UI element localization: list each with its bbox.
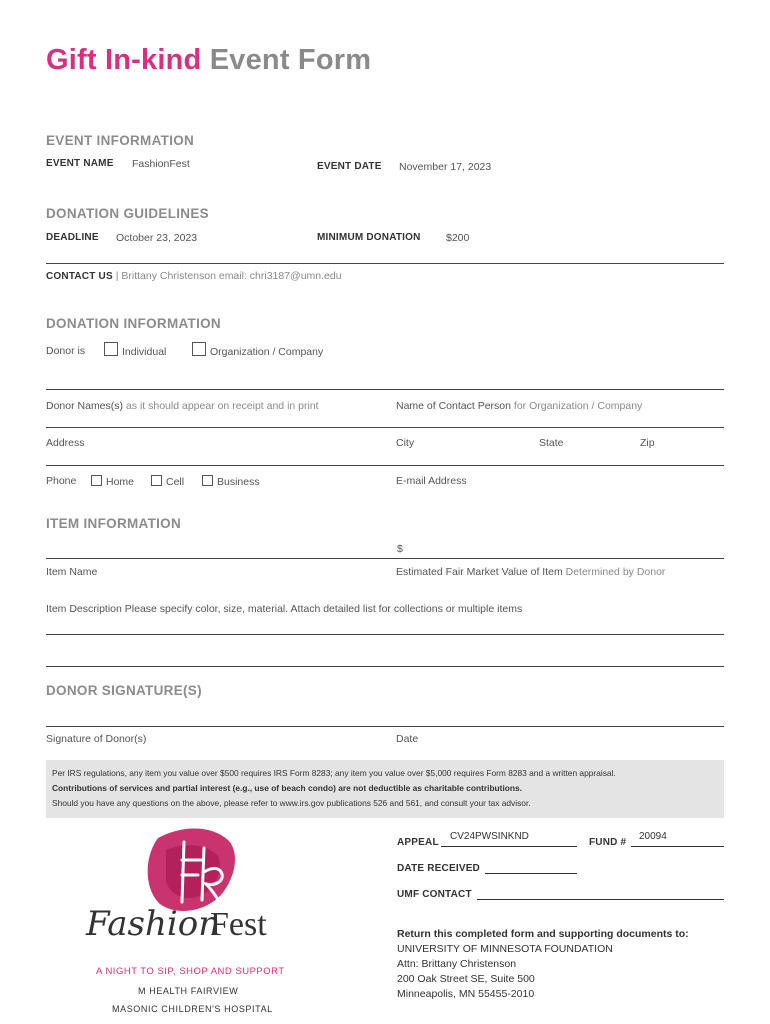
home-label: Home (106, 476, 135, 488)
deadline-label: DEADLINE (46, 232, 99, 243)
fund-value: 20094 (639, 831, 667, 842)
donation-guidelines-heading: DONATION GUIDELINES (46, 206, 209, 221)
logo-bold-text: Fest (210, 906, 267, 943)
contact-separator: | (115, 270, 119, 282)
fashionfest-logo (80, 820, 300, 1020)
business-option[interactable] (202, 475, 260, 488)
event-information-heading: EVENT INFORMATION (46, 133, 195, 148)
appeal-label: APPEAL (397, 837, 439, 848)
notice-line-3: Should you have any questions on the above, please refer to www.irs.gov publications 526 and 561, and consult your tax advisor. (52, 798, 531, 808)
business-checkbox[interactable] (202, 475, 213, 486)
title-part-1: Gift In-kind (46, 44, 202, 76)
dollar-sign: $ (397, 543, 403, 555)
item-description-label (46, 603, 522, 615)
logo-tagline: A NIGHT TO SIP, SHOP AND SUPPORT (96, 966, 285, 977)
irs-notice (46, 760, 724, 818)
date-label: Date (396, 733, 419, 745)
divider (46, 263, 724, 264)
fair-value-text: Estimated Fair Market Value of Item (396, 566, 563, 578)
individual-checkbox[interactable] (104, 342, 118, 356)
address-label: Address (46, 437, 85, 449)
return-street: 200 Oak Street SE, Suite 500 (397, 973, 535, 985)
cell-option[interactable] (151, 475, 184, 488)
return-attn: Attn: Brittany Christenson (397, 958, 517, 970)
description-text: Item Description (46, 603, 122, 615)
appeal-value: CV24PWSINKND (450, 831, 529, 842)
umf-contact-line[interactable] (477, 899, 724, 900)
date-received-label: DATE RECEIVED (397, 863, 480, 874)
title-part-2: Event Form (209, 44, 372, 76)
state-label: State (539, 437, 564, 449)
notice-line-2: Contributions of services and partial interest (e.g., use of beach condo) are not deductible as charitable contributions. (52, 783, 523, 793)
phone-input[interactable] (46, 465, 724, 466)
return-address (397, 927, 689, 1002)
event-name-label: EVENT NAME (46, 158, 114, 169)
contact-us-label: CONTACT US (46, 271, 113, 282)
signature-label: Signature of Donor(s) (46, 733, 147, 745)
return-heading: Return this completed form and supporting documents to: (397, 928, 689, 940)
cell-checkbox[interactable] (151, 475, 162, 486)
donor-names-label (46, 400, 319, 412)
donor-name-input[interactable] (46, 389, 724, 390)
contact-us-line (46, 270, 342, 282)
notice-line-1: Per IRS regulations, any item you value over $500 requires IRS Form 8283; any item you value over $5,000 requires Form 8283 and a written appraisal. (52, 768, 616, 778)
cell-label: Cell (166, 476, 185, 488)
donor-signature-heading: DONOR SIGNATURE(S) (46, 683, 202, 698)
description-line-1[interactable] (46, 634, 724, 635)
fund-line[interactable] (631, 846, 724, 847)
umf-contact-label: UMF CONTACT (397, 889, 472, 900)
signature-input[interactable] (46, 726, 724, 727)
return-org: UNIVERSITY OF MINNESOTA FOUNDATION (397, 943, 613, 955)
individual-option[interactable] (104, 342, 166, 358)
contact-person-hint: for Organization / Company (513, 400, 643, 412)
minimum-donation-value: $200 (446, 232, 470, 244)
contact-person-text: Name of Contact Person (396, 400, 511, 412)
fair-value-hint: Determined by Donor (565, 566, 666, 578)
logo-line-2: M HEALTH FAIRVIEW (138, 986, 239, 996)
event-date-label: EVENT DATE (317, 161, 382, 172)
minimum-donation-label: MINIMUM DONATION (317, 232, 421, 243)
logo-script-text: Fashion (86, 904, 221, 944)
date-received-line[interactable] (485, 873, 577, 874)
description-hint: Please specify color, size, material. Attach detailed list for collections or multiple items (124, 603, 523, 615)
organization-label: Organization / Company (210, 346, 324, 358)
fair-value-label (396, 566, 665, 578)
individual-label: Individual (122, 346, 167, 358)
contact-us-value: Brittany Christenson email: chri3187@umn.edu (121, 270, 342, 282)
item-name-input[interactable] (46, 558, 724, 559)
zip-label: Zip (640, 437, 655, 449)
item-information-heading: ITEM INFORMATION (46, 516, 182, 531)
address-input[interactable] (46, 427, 724, 428)
email-label: E-mail Address (396, 475, 467, 487)
phone-label: Phone (46, 475, 77, 487)
page-title (46, 44, 371, 77)
organization-checkbox[interactable] (192, 342, 206, 356)
return-city: Minneapolis, MN 55455-2010 (397, 988, 535, 1000)
description-line-2[interactable] (46, 666, 724, 667)
appeal-line[interactable] (441, 846, 577, 847)
fund-label: FUND # (589, 837, 627, 848)
event-date-value: November 17, 2023 (399, 161, 492, 173)
home-checkbox[interactable] (91, 475, 102, 486)
home-option[interactable] (91, 475, 134, 488)
donor-names-text: Donor Names(s) (46, 400, 124, 412)
city-label: City (396, 437, 415, 449)
deadline-value: October 23, 2023 (116, 232, 198, 244)
organization-option[interactable] (192, 342, 323, 358)
donation-information-heading: DONATION INFORMATION (46, 316, 221, 331)
contact-person-label (396, 400, 642, 412)
donor-is-label: Donor is (46, 345, 86, 357)
item-name-label: Item Name (46, 566, 98, 578)
event-name-value: FashionFest (132, 158, 190, 170)
donor-names-hint: as it should appear on receipt and in print (125, 400, 319, 412)
business-label: Business (217, 476, 260, 488)
logo-line-3: MASONIC CHILDREN'S HOSPITAL (112, 1004, 273, 1014)
